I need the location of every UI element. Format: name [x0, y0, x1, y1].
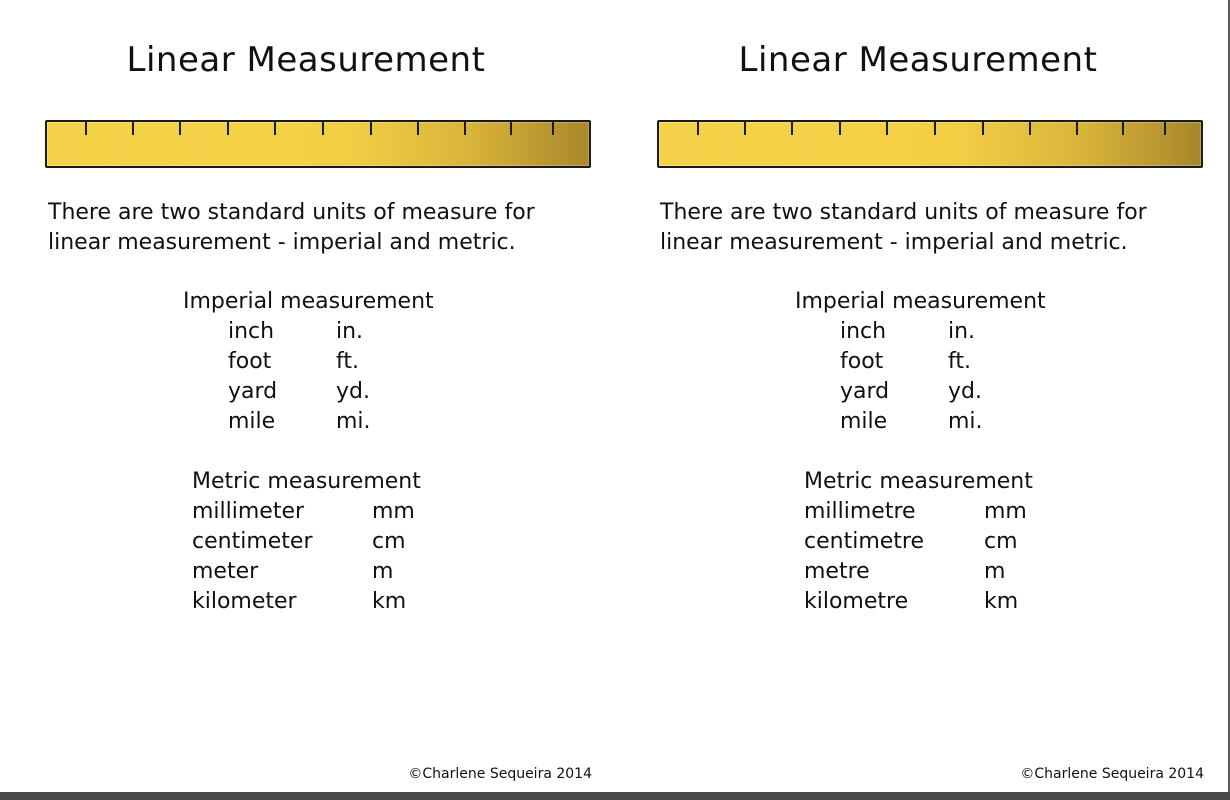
- ruler-tick: [370, 122, 372, 135]
- imperial-unit: yard: [840, 379, 890, 404]
- ruler-tick: [1122, 122, 1124, 135]
- intro-line: linear measurement - imperial and metric.: [660, 230, 1128, 255]
- ruler-tick: [1164, 122, 1166, 135]
- imperial-abbr: ft.: [948, 349, 971, 374]
- ruler-tick: [85, 122, 87, 135]
- metric-abbr: km: [984, 589, 1019, 614]
- imperial-abbr: mi.: [948, 409, 983, 434]
- intro-line: There are two standard units of measure for: [660, 200, 1147, 225]
- metric-heading: Metric measurement: [804, 469, 1033, 494]
- ruler-tick: [274, 122, 276, 135]
- metric-unit: kilometre: [804, 589, 909, 614]
- imperial-unit: foot: [228, 349, 272, 374]
- card-uk-spelling: [612, 0, 1224, 792]
- imperial-abbr: in.: [948, 319, 976, 344]
- ruler-tick: [886, 122, 888, 135]
- card-title: Linear Measurement: [738, 40, 1098, 80]
- intro-line: There are two standard units of measure for: [48, 200, 535, 225]
- metric-unit: kilometer: [192, 589, 297, 614]
- metric-unit: metre: [804, 559, 870, 584]
- metric-abbr: m: [984, 559, 1006, 584]
- imperial-unit: foot: [840, 349, 884, 374]
- metric-abbr: mm: [372, 499, 415, 524]
- ruler-tick: [179, 122, 181, 135]
- intro-text: [660, 198, 1220, 258]
- ruler-tick: [934, 122, 936, 135]
- ruler-illustration: [657, 120, 1203, 168]
- intro-line: linear measurement - imperial and metric.: [48, 230, 516, 255]
- metric-unit: millimetre: [804, 499, 916, 524]
- ruler-tick: [982, 122, 984, 135]
- ruler-tick: [417, 122, 419, 135]
- ruler-tick: [464, 122, 466, 135]
- ruler-tick: [839, 122, 841, 135]
- imperial-abbr: yd.: [336, 379, 370, 404]
- imperial-unit: inch: [228, 319, 275, 344]
- metric-heading: Metric measurement: [192, 469, 421, 494]
- ruler-tick: [132, 122, 134, 135]
- card-title: Linear Measurement: [126, 40, 486, 80]
- metric-abbr: km: [372, 589, 407, 614]
- metric-abbr: mm: [984, 499, 1027, 524]
- imperial-abbr: in.: [336, 319, 364, 344]
- imperial-abbr: mi.: [336, 409, 371, 434]
- metric-unit: meter: [192, 559, 259, 584]
- imperial-abbr: yd.: [948, 379, 982, 404]
- card-us-spelling: [0, 0, 612, 792]
- ruler-tick: [227, 122, 229, 135]
- imperial-heading: Imperial measurement: [183, 289, 434, 314]
- ruler-tick: [322, 122, 324, 135]
- metric-abbr: cm: [984, 529, 1018, 554]
- ruler-tick: [744, 122, 746, 135]
- imperial-abbr: ft.: [336, 349, 359, 374]
- copyright-text: ©Charlene Sequeira 2014: [1020, 766, 1204, 782]
- ruler-illustration: [45, 120, 591, 168]
- ruler-tick: [791, 122, 793, 135]
- imperial-unit: mile: [840, 409, 888, 434]
- metric-abbr: cm: [372, 529, 406, 554]
- metric-unit: centimeter: [192, 529, 313, 554]
- imperial-unit: inch: [840, 319, 887, 344]
- imperial-unit: mile: [228, 409, 276, 434]
- intro-text: [48, 198, 608, 258]
- ruler-tick: [1076, 122, 1078, 135]
- metric-abbr: m: [372, 559, 394, 584]
- imperial-unit: yard: [228, 379, 278, 404]
- ruler-tick: [552, 122, 554, 135]
- ruler-tick: [1029, 122, 1031, 135]
- metric-unit: centimetre: [804, 529, 925, 554]
- ruler-tick: [697, 122, 699, 135]
- metric-unit: millimeter: [192, 499, 305, 524]
- ruler-tick: [510, 122, 512, 135]
- copyright-text: ©Charlene Sequeira 2014: [408, 766, 592, 782]
- imperial-heading: Imperial measurement: [795, 289, 1046, 314]
